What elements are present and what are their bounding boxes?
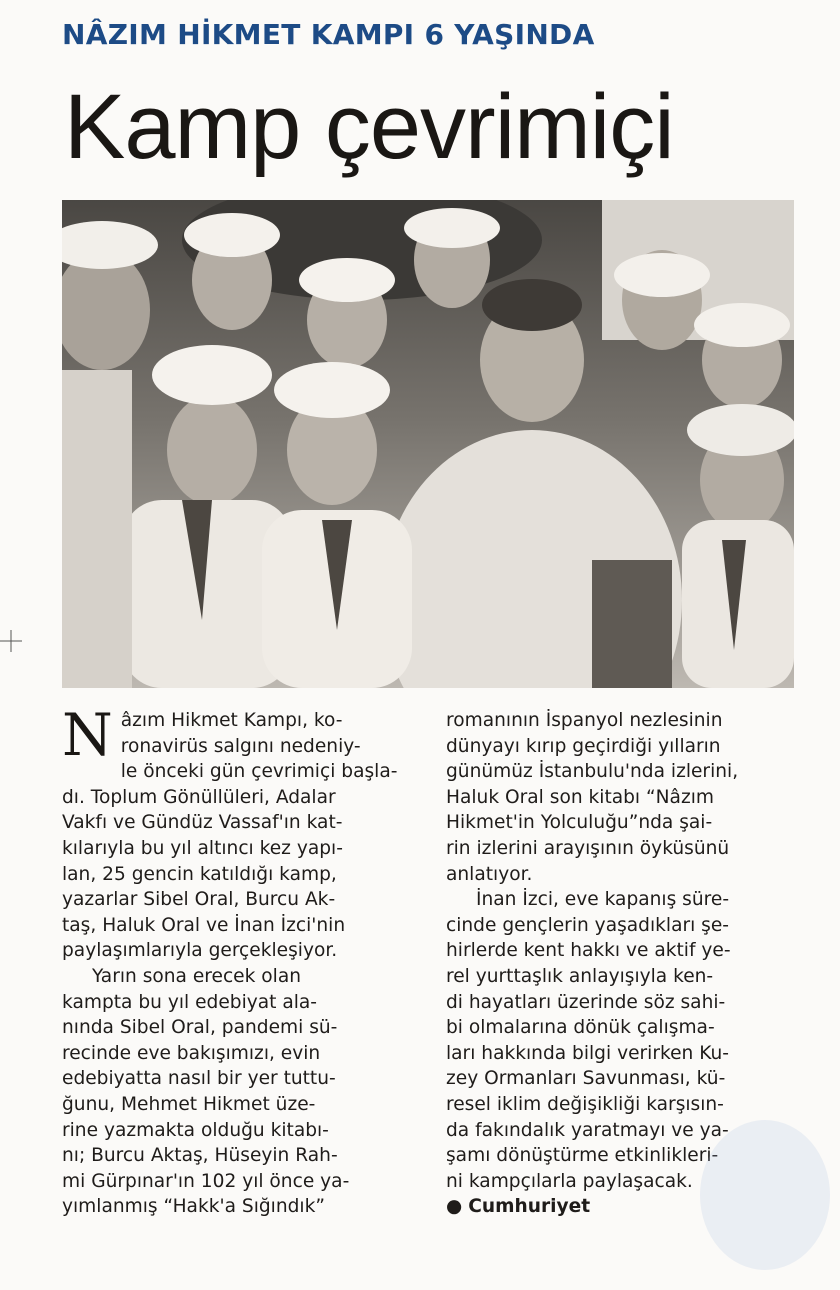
text-line: Hikmet'in Yolculuğu”nda şai- bbox=[446, 812, 713, 834]
text-line: âzım Hikmet Kampı, ko- bbox=[120, 710, 343, 731]
text-line: rel yurttaşlık anlayışıyla ken- bbox=[446, 965, 714, 987]
article-headline: Kamp çevrimiçi bbox=[64, 76, 674, 178]
article-photo bbox=[62, 200, 794, 688]
text-line: Haluk Oral son kitabı “Nâzım bbox=[446, 786, 714, 808]
text-line: nı; Burcu Aktaş, Hüseyin Rah- bbox=[62, 1145, 338, 1167]
text-line: taş, Haluk Oral ve İnan İzci'nin bbox=[62, 914, 346, 936]
text-line: şamı dönüştürme etkinlikleri- bbox=[446, 1145, 719, 1167]
text-line: rin izlerini arayışının öyküsünü bbox=[446, 837, 730, 859]
text-line: günümüz İstanbulu'nda izlerini, bbox=[446, 761, 739, 783]
text-line: yazarlar Sibel Oral, Burcu Ak- bbox=[62, 889, 336, 911]
text-line: nında Sibel Oral, pandemi sü- bbox=[62, 1017, 338, 1039]
text-line: paylaşımlarıyla gerçekleşiyor. bbox=[62, 940, 338, 962]
text-line: Yarın sona erecek olan bbox=[92, 965, 302, 987]
text-line: zey Ormanları Savunması, kü- bbox=[446, 1068, 726, 1090]
article-column-left bbox=[62, 701, 424, 1220]
bullet-icon: ● bbox=[446, 1196, 463, 1218]
article-kicker: NÂZIM HİKMET KAMPI 6 YAŞINDA bbox=[62, 18, 595, 51]
text-line: hirlerde kent hakkı ve aktif ye- bbox=[446, 940, 731, 962]
text-line: bi olmalarına dönük çalışma- bbox=[446, 1017, 715, 1039]
text-line: resel iklim değişikliği karşısın- bbox=[446, 1093, 724, 1115]
crop-mark-icon bbox=[0, 630, 22, 652]
text-line: kılarıyla bu yıl altıncı kez yapı- bbox=[62, 837, 343, 859]
paper-stamp bbox=[700, 1120, 830, 1270]
text-line: ları hakkında bilgi verirken Ku- bbox=[446, 1042, 729, 1064]
text-line: dünyayı kırıp geçirdiği yılların bbox=[446, 735, 721, 757]
text-line: yımlanmış “Hakk'a Sığındık” bbox=[62, 1196, 325, 1218]
text-line: Vakfı ve Gündüz Vassaf'ın kat- bbox=[62, 812, 343, 834]
text-line: ni kampçılarla paylaşacak. bbox=[446, 1170, 693, 1192]
text-line: recinde eve bakışımızı, evin bbox=[62, 1042, 321, 1064]
text-line: di hayatları üzerinde söz sahi- bbox=[446, 991, 726, 1013]
text-line: ğunu, Mehmet Hikmet üze- bbox=[62, 1093, 316, 1115]
text-line: mi Gürpınar'ın 102 yıl önce ya- bbox=[62, 1170, 350, 1192]
source-label: Cumhuriyet bbox=[468, 1196, 591, 1218]
text-line: anlatıyor. bbox=[446, 863, 533, 885]
text-line: ronavirüs salgını nedeniy- bbox=[120, 735, 361, 757]
text-line: edebiyatta nasıl bir yer tuttu- bbox=[62, 1068, 336, 1090]
text-line: da fakındalık yaratmayı ve ya- bbox=[446, 1119, 729, 1141]
text-line: rine yazmakta olduğu kitabı- bbox=[62, 1119, 329, 1141]
text-line: cinde gençlerin yaşadıkları şe- bbox=[446, 914, 730, 936]
text-line: lan, 25 gencin katıldığı kamp, bbox=[62, 863, 337, 885]
text-line: le önceki gün çevrimiçi başla- bbox=[120, 761, 398, 783]
text-line: romanının İspanyol nezlesinin bbox=[446, 710, 723, 731]
dropcap: N bbox=[62, 701, 113, 769]
text-line: kampta bu yıl edebiyat ala- bbox=[62, 991, 318, 1013]
text-line: İnan İzci, eve kapanış süre- bbox=[476, 889, 730, 911]
text-line: dı. Toplum Gönüllüleri, Adalar bbox=[62, 786, 336, 808]
